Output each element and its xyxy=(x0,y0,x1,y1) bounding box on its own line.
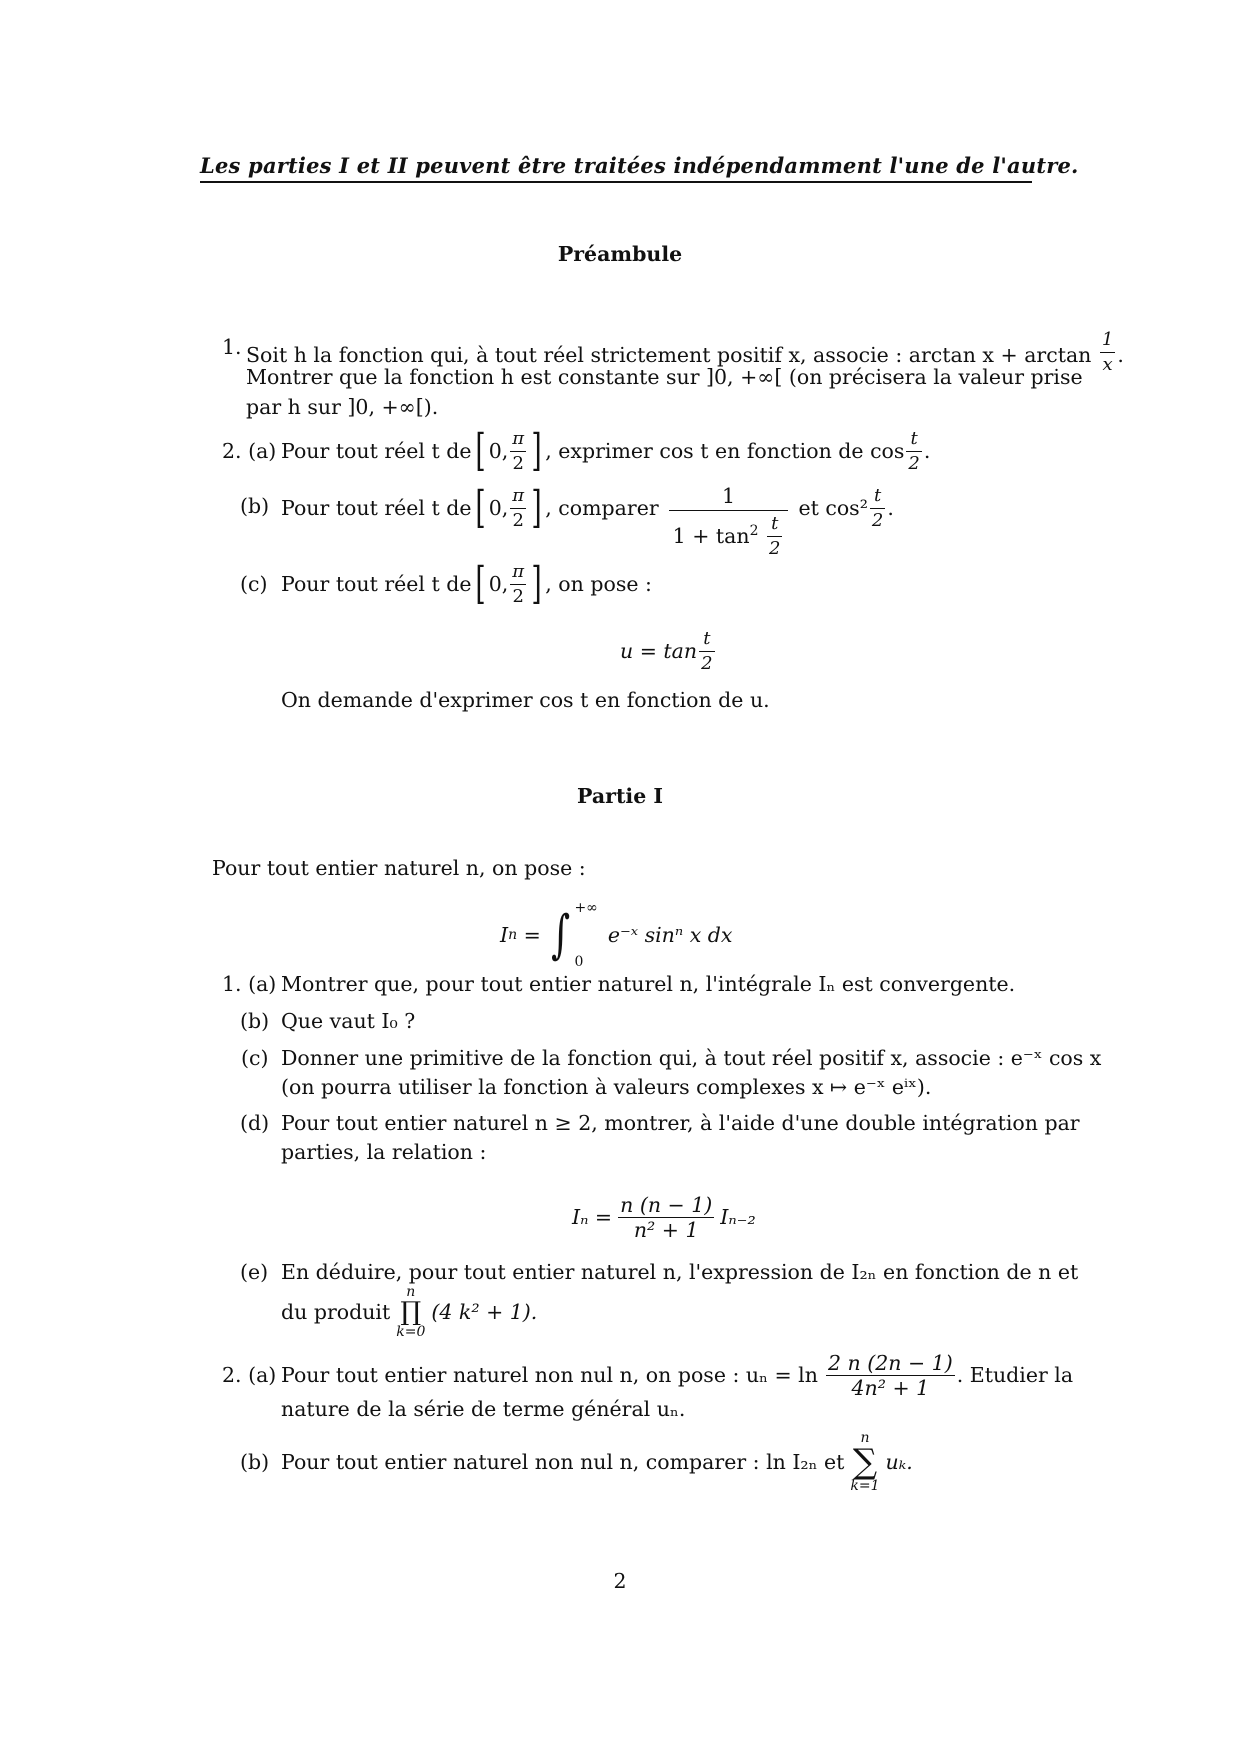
preambule-q1-text: Soit h la fonction qui, à tout réel strictement positif x, associe : arctan x + arctan xyxy=(246,343,1092,367)
partie1-q2b-line: Pour tout entier naturel non nul n, comparer : ln I₂ₙ et n ∑ k=1 uₖ. xyxy=(281,1430,913,1494)
pi-over-2-fraction: $\frac{\pi}{2}$ xyxy=(512,560,525,607)
t-over-2-fraction: $\frac{t}{2}$ xyxy=(701,627,713,674)
partie1-q1b-text: Que vaut I₀ ? xyxy=(281,1009,416,1033)
partie1-q2a-label: 2. (a) xyxy=(222,1363,277,1387)
partie1-q1e-label: (e) xyxy=(240,1260,269,1284)
banner-underline xyxy=(200,181,1032,183)
partie1-q1c-label: (c) xyxy=(241,1046,269,1070)
preambule-q2a-label: 2. (a) xyxy=(222,439,277,463)
partie1-q2b-label: (b) xyxy=(240,1450,270,1474)
integral-definition: I n = ∫ +∞ 0 e⁻ˣ sinⁿ x dx xyxy=(500,900,733,970)
sum-operator: n ∑ k=1 xyxy=(850,1430,880,1494)
preambule-q2c-line2: On demande d'exprimer cos t en fonction de u. xyxy=(281,688,770,712)
preambule-q2c-label: (c) xyxy=(240,572,268,596)
pi-over-2-fraction: $\frac{\pi}{2}$ xyxy=(512,484,525,531)
preambule-q1-line3: par h sur ]0, +∞[). xyxy=(246,395,439,419)
un-fraction: $\frac{2 n (2n - 1)}{\text{4n² + 1}}$ xyxy=(827,1350,953,1400)
integral-sign: ∫ xyxy=(551,905,571,965)
preambule-q2a-line: Pour tout réel t de [ 0, $\frac{\pi}{2}$ ] , exprimer cos t en fonction de cos $\frac{t}{2}$ . xyxy=(281,425,931,476)
t-over-2-fraction: $\frac{t}{2}$ xyxy=(871,484,884,531)
partie1-q2a-line1: Pour tout entier naturel non nul n, on pose : uₙ = ln $\frac{2 n (2n - 1)}{\text{4n² + 1}}$ . Etudier la xyxy=(281,1350,1074,1400)
one-over-x-fraction: $\frac{1}{x}$ xyxy=(1101,329,1114,375)
left-bracket: [ xyxy=(474,425,486,476)
partie1-q1e-line1: En déduire, pour tout entier naturel n, l'expression de I₂ₙ en fonction de n et xyxy=(281,1260,1079,1284)
partie1-q1d-label: (d) xyxy=(240,1111,270,1135)
page-number: 2 xyxy=(613,1569,627,1593)
pi-over-2-fraction: $\frac{\pi}{2}$ xyxy=(512,427,525,474)
partie1-q1c-line1: Donner une primitive de la fonction qui, à tout réel positif x, associe : e⁻ˣ cos x xyxy=(281,1046,1102,1070)
partie1-q1b-label: (b) xyxy=(240,1009,270,1033)
u-equals-tan-formula: u = tan $\frac{t}{2}$ xyxy=(620,627,713,674)
one-over-tan-fraction: 1 $1 + \tan^2$ $\frac{t}{2}$ xyxy=(669,485,789,560)
partie1-q1a-text: Montrer que, pour tout entier naturel n, l'intégrale Iₙ est convergente. xyxy=(281,972,1016,996)
section-title-partie-1: Partie I xyxy=(577,784,663,808)
partie1-q1d-line1: Pour tout entier naturel n ≥ 2, montrer, à l'aide d'une double intégration par xyxy=(281,1111,1080,1135)
partie1-intro: Pour tout entier naturel n, on pose : xyxy=(212,856,586,880)
recurrence-formula: Iₙ = $\frac{n (n - 1)}{\text{n² + 1}}$ Iₙ₋₂ xyxy=(572,1192,756,1242)
section-title-preambule: Préambule xyxy=(557,242,683,266)
product-operator: n ∏ k=0 xyxy=(396,1284,426,1340)
partie1-q2a-line2: nature de la série de terme général uₙ. xyxy=(281,1397,686,1421)
partie1-q1e-line2: du produit n ∏ k=0 (4 k² + 1). xyxy=(281,1284,538,1340)
t-over-2-fraction: $\frac{t}{2}$ xyxy=(908,427,920,474)
preambule-q1-line2: Montrer que la fonction h est constante sur ]0, +∞[ (on précisera la valeur prise xyxy=(246,365,1083,389)
preambule-q2b-line: Pour tout réel t de [ 0, $\frac{\pi}{2}$ ] , comparer 1 $1 + \tan^2$ $\frac{t}{2}$ et cos² $\frac{t}{2}$ . xyxy=(281,482,894,559)
integral-bounds: +∞ 0 xyxy=(574,900,598,970)
preambule-q2c-line: Pour tout réel t de [ 0, $\frac{\pi}{2}$ ] , on pose : xyxy=(281,558,652,609)
partie1-q1a-label: 1. (a) xyxy=(222,972,277,996)
preambule-q2b-label: (b) xyxy=(240,494,270,518)
tan-denominator: $1 + \tan^2$ $\frac{t}{2}$ xyxy=(672,512,781,559)
partie1-q1d-line2: parties, la relation : xyxy=(281,1140,487,1164)
independence-banner: Les parties I et II peuvent être traitées indépendamment l'une de l'autre. xyxy=(200,153,1079,178)
right-bracket: ] xyxy=(531,425,542,476)
recurrence-fraction: $\frac{n (n - 1)}{\text{n² + 1}}$ xyxy=(620,1192,713,1242)
preambule-q1-label: 1. xyxy=(222,335,242,359)
partie1-q1c-line2: (on pourra utiliser la fonction à valeurs complexes x ↦ e⁻ˣ eⁱˣ). xyxy=(281,1075,932,1099)
preambule-q1-line1: Soit h la fonction qui, à tout réel strictement positif x, associe : arctan x + arctan $\frac{1}{x}$ . xyxy=(246,329,1124,375)
